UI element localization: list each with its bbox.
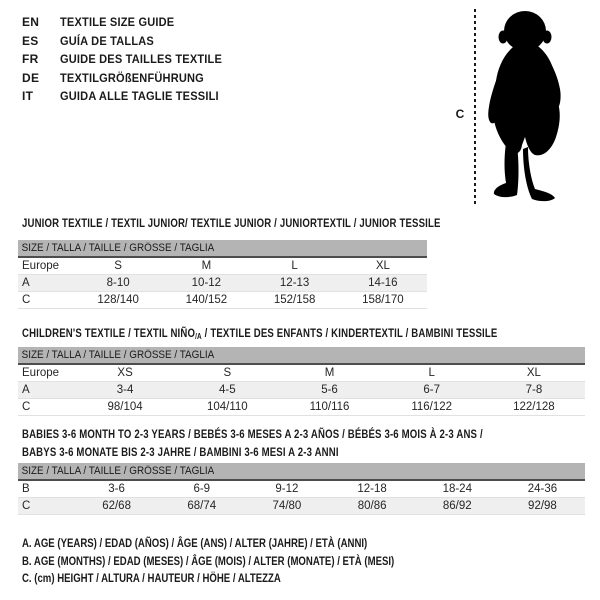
size-header-label: SIZE / TALLA / TAILLE / GRÖSSE / TAGLIA	[21, 349, 215, 361]
size-cell: 80/86	[357, 500, 387, 512]
table-row	[18, 382, 585, 399]
size-cell: XL	[526, 367, 541, 379]
table-row	[18, 498, 585, 515]
title-text: / TEXTILE DES ENFANTS / KINDERTEXTIL / BAMBINI TESSILE	[201, 326, 498, 340]
height-measure-label: C	[455, 107, 465, 121]
language-label: GUIDA ALLE TAGLIE TESSILI	[60, 89, 219, 104]
size-cell: 98/104	[107, 401, 143, 413]
size-cell: 110/116	[309, 401, 350, 413]
size-cell: 5-6	[321, 384, 338, 396]
note-height: C. (cm) HEIGHT / ALTURA / HAUTEUR / HÖHE / ALTEZZA	[22, 571, 281, 585]
row-label: C	[22, 294, 31, 306]
babies-table-title	[22, 425, 483, 461]
size-cell: 12-13	[279, 277, 310, 289]
size-cell: 128/140	[97, 294, 139, 306]
size-cell: 9-12	[275, 483, 299, 495]
size-cell: XS	[117, 367, 133, 379]
title-line: BABYS 3-6 MONATE BIS 2-3 JAHRE / BAMBINI 3-6 MESI A 2-3 ANNI	[22, 445, 339, 459]
babies-size-table	[18, 463, 585, 515]
size-cell: 8-10	[106, 277, 130, 289]
language-label: GUIDE DES TAILLES TEXTILE	[60, 52, 223, 67]
size-cell: 92/98	[528, 500, 557, 512]
size-header-bar	[18, 240, 427, 258]
legend-notes	[22, 535, 487, 588]
language-row-es	[22, 32, 236, 51]
language-code: FR	[22, 52, 39, 67]
junior-table-title: JUNIOR TEXTILE / TEXTIL JUNIOR/ TEXTILE JUNIOR / JUNIORTEXTIL / JUNIOR TESSILE	[22, 216, 441, 230]
size-cell: 122/128	[513, 401, 555, 413]
size-cell: 6-7	[423, 384, 441, 396]
row-label: A	[22, 277, 30, 289]
table-row	[18, 365, 585, 382]
title-text: CHILDREN'S TEXTILE / TEXTIL NIÑO	[22, 326, 196, 340]
size-cell: 86/92	[442, 500, 472, 512]
size-cell: 6-9	[193, 483, 211, 495]
language-code: IT	[22, 89, 34, 104]
size-cell: 24-36	[527, 483, 558, 495]
size-header-label: SIZE / TALLA / TAILLE / GRÖSSE / TAGLIA	[21, 242, 215, 254]
size-cell: 104/110	[206, 401, 248, 413]
language-list	[22, 13, 236, 106]
size-cell: 140/152	[185, 294, 228, 306]
note-age-months: B. AGE (MONTHS) / EDAD (MESES) / ÂGE (MOIS) / ALTER (MONATE) / ETÀ (MESI)	[22, 553, 395, 568]
size-cell: 116/122	[411, 401, 453, 413]
size-cell: L	[428, 367, 435, 379]
size-cell: 4-5	[218, 384, 236, 396]
row-label: C	[22, 500, 31, 512]
size-header-bar	[18, 347, 585, 365]
height-dashed-line	[474, 9, 476, 206]
table-row	[18, 292, 427, 309]
language-label: TEXTILE SIZE GUIDE	[60, 15, 175, 30]
table-row	[18, 275, 427, 292]
table-row	[18, 481, 585, 498]
size-cell: L	[291, 260, 298, 272]
size-cell: 7-8	[525, 384, 543, 396]
language-code: EN	[22, 15, 40, 30]
table-row	[18, 399, 585, 416]
size-cell: 152/158	[273, 294, 316, 306]
language-code: ES	[22, 33, 39, 48]
size-cell: XL	[375, 260, 390, 272]
size-cell: 12-18	[357, 483, 387, 495]
size-cell: S	[114, 260, 122, 272]
children-size-table	[18, 347, 585, 416]
row-label: Europe	[22, 260, 60, 272]
language-row-fr	[22, 50, 236, 69]
size-cell: 10-12	[191, 277, 222, 289]
language-row-it	[22, 87, 236, 106]
row-label: C	[22, 401, 31, 413]
size-cell: 62/68	[102, 500, 131, 512]
table-row	[18, 258, 427, 275]
language-row-de	[22, 69, 236, 88]
size-cell: S	[223, 367, 232, 379]
size-cell: M	[201, 260, 212, 272]
size-cell: 3-4	[116, 384, 134, 396]
size-cell: M	[324, 367, 335, 379]
row-label: A	[22, 384, 30, 396]
size-cell: 158/170	[362, 294, 404, 306]
size-cell: 74/80	[272, 500, 302, 512]
row-label: Europe	[22, 367, 60, 379]
language-label: GUÍA DE TALLAS	[60, 33, 154, 48]
language-row-en	[22, 13, 236, 32]
children-table-title	[22, 324, 497, 346]
language-label: TEXTILGRÖßENFÜHRUNG	[60, 70, 204, 85]
note-age-years: A. AGE (YEARS) / EDAD (AÑOS) / ÂGE (ANS) / ALTER (JAHRE) / ETÀ (ANNI)	[22, 536, 368, 550]
size-header-label: SIZE / TALLA / TAILLE / GRÖSSE / TAGLIA	[21, 465, 215, 477]
title-line: BABIES 3-6 MONTH TO 2-3 YEARS / BEBÉS 3-6 MESES A 2-3 AÑOS / BÉBÉS 3-6 MOIS À 2-3 ANS /	[22, 427, 483, 441]
junior-size-table	[18, 240, 427, 309]
row-label: B	[22, 483, 30, 495]
size-cell: 14-16	[368, 277, 398, 289]
size-cell: 3-6	[108, 483, 125, 495]
toddler-silhouette-icon	[480, 9, 580, 209]
size-cell: 18-24	[442, 483, 472, 495]
size-cell: 68/74	[187, 500, 217, 512]
title-subscript: /A	[195, 332, 202, 341]
size-header-bar	[18, 463, 585, 481]
language-code: DE	[22, 70, 40, 85]
